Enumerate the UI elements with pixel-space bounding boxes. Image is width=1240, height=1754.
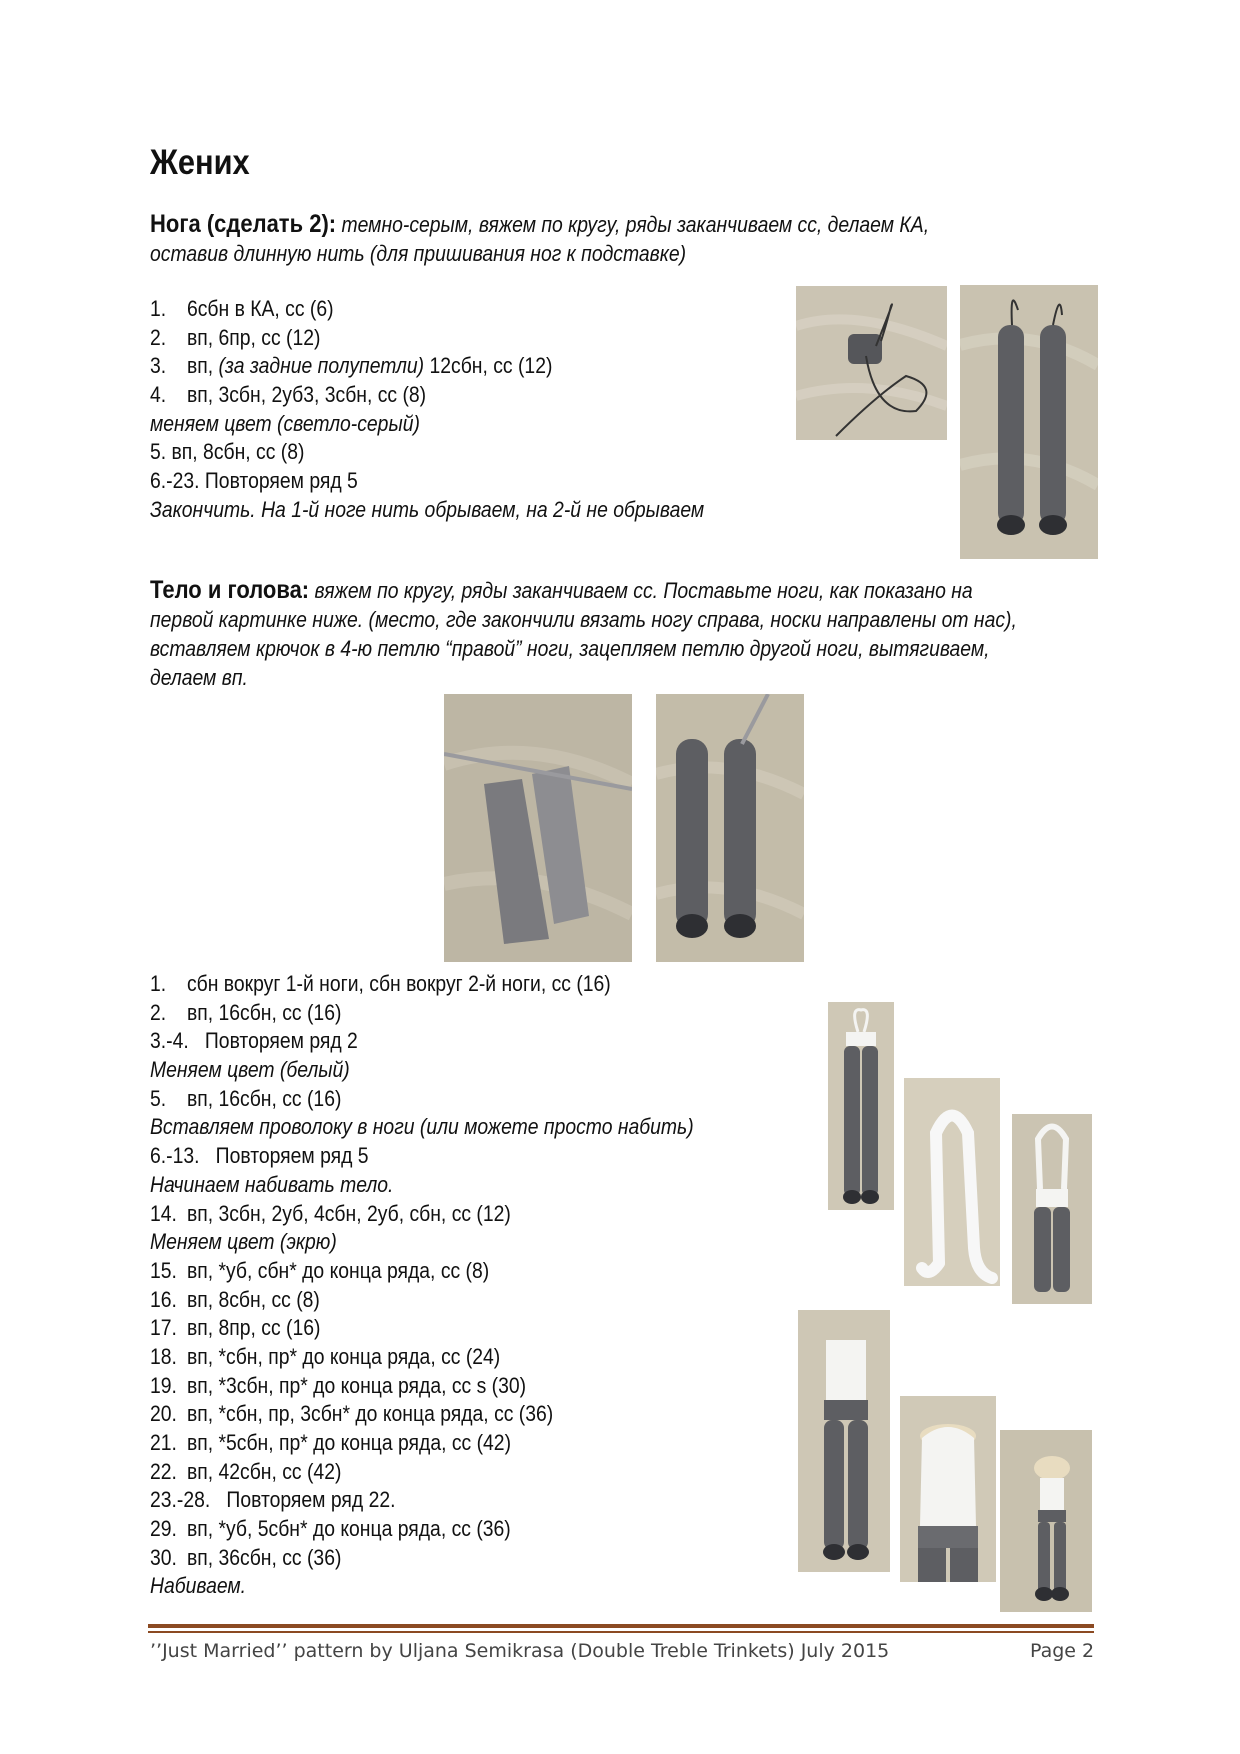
list-item: 1. сбн вокруг 1-й ноги, сбн вокруг 2-й ноги, сс (16) [150,971,611,996]
leg-heading: Нога (сделать 2): [150,210,337,238]
list-item: 30. вп, 36сбн, сс (36) [150,1544,342,1570]
list-item: 29. вп, *уб, 5сбн* до конца ряда, сс (36) [150,1516,511,1542]
leg-intro [150,210,1030,268]
list-item: 5. вп, 16сбн, сс (16) [150,1085,342,1111]
list-item: 6.-23. Повторяем ряд 5 [150,468,358,494]
body-intro-line2: первой картинке ниже. (место, где закончили вязать ногу справа, носки направлены от нас), [150,607,1017,632]
list-item: 18. вп, *сбн, пр* до конца ряда, сс (24) [150,1343,501,1369]
page-number: Page 2 [1030,1640,1095,1662]
list-item: 17. вп, 8пр, сс (16) [150,1315,321,1341]
note-stuff: Набиваем. [150,1573,247,1599]
note-wire: Вставляем проволоку в ноги (или можете просто набить) [150,1114,694,1140]
note-color-change: меняем цвет (светло-серый) [150,410,420,436]
list-item: 15. вп, *уб, сбн* до конца ряда, сс (8) [150,1257,490,1283]
note-stuffing: Начинаем набивать тело. [150,1171,394,1197]
photo-join-legs [444,694,632,962]
leg-rows [150,295,704,525]
leg-intro-line2: оставив длинную нить (для пришивания ног к подставке) [150,241,687,266]
body-heading: Тело и голова: [150,576,310,604]
list-item: 14. вп, 3сбн, 2уб, 4сбн, 2уб, сбн, сс (12) [150,1200,511,1226]
list-item: 3. вп, (за задние полупетли) 12сбн, сс (12) [150,353,553,379]
list-item: 22. вп, 42сбн, сс (42) [150,1458,342,1484]
photo-legs-hook [656,694,804,962]
list-item: 23.-28. Повторяем ряд 22. [150,1487,396,1513]
photo-leg-start [796,286,947,440]
body-intro-line3: вставляем крючок в 4-ю петлю “правой” ноги, зацепляем петлю другой ноги, вытягиваем, [150,636,990,661]
list-item: 2. вп, 16сбн, сс (16) [150,999,342,1025]
list-item: 4. вп, 3сбн, 2уб3, 3сбн, сс (8) [150,382,427,408]
footer-rule-thin [148,1631,1094,1633]
body-intro [150,576,1118,692]
body-intro-line4: делаем вп. [150,665,248,690]
list-item: 19. вп, *3сбн, пр* до конца ряда, сс s (30) [150,1372,527,1398]
list-item: 2. вп, 6пр, сс (12) [150,324,321,350]
body-intro-line1: вяжем по кругу, ряды заканчиваем сс. Поставьте ноги, как показано на [314,578,973,603]
finish-note: Закончить. На 1-й ноге нить обрываем, на 2-й не обрываем [150,496,705,522]
list-item: 21. вп, *5сбн, пр* до конца ряда, сс (42) [150,1430,512,1455]
photo-groom-figure [1000,1430,1092,1612]
list-item: 1. 6сбн в КА, сс (6) [150,296,334,321]
photo-two-legs [960,285,1098,559]
footer-rule [148,1624,1094,1628]
list-item: 16. вп, 8сбн, сс (8) [150,1286,320,1312]
footer-text: ’’Just Married’’ pattern by Uljana Semikrasa (Double Treble Trinkets) July 2015 [150,1640,890,1662]
photo-body-white [798,1310,890,1572]
photo-legs-white-loop [828,1002,894,1210]
body-rows [150,970,694,1601]
page-title: Жених [150,143,250,182]
leg-intro-line1: темно-серым, вяжем по кругу, ряды заканчиваем сс, делаем КА, [341,212,930,237]
photo-body-ecru [900,1396,996,1582]
note-color-change: Меняем цвет (экрю) [150,1229,337,1255]
note-color-change: Меняем цвет (белый) [150,1057,350,1083]
photo-wire [904,1078,1000,1286]
list-item: 6.-13. Повторяем ряд 5 [150,1143,369,1169]
list-item: 5. вп, 8сбн, сс (8) [150,439,305,465]
photo-legs-wire [1012,1114,1092,1304]
list-item: 3.-4. Повторяем ряд 2 [150,1028,358,1054]
list-item: 20. вп, *сбн, пр, 3сбн* до конца ряда, сс (36) [150,1401,554,1427]
